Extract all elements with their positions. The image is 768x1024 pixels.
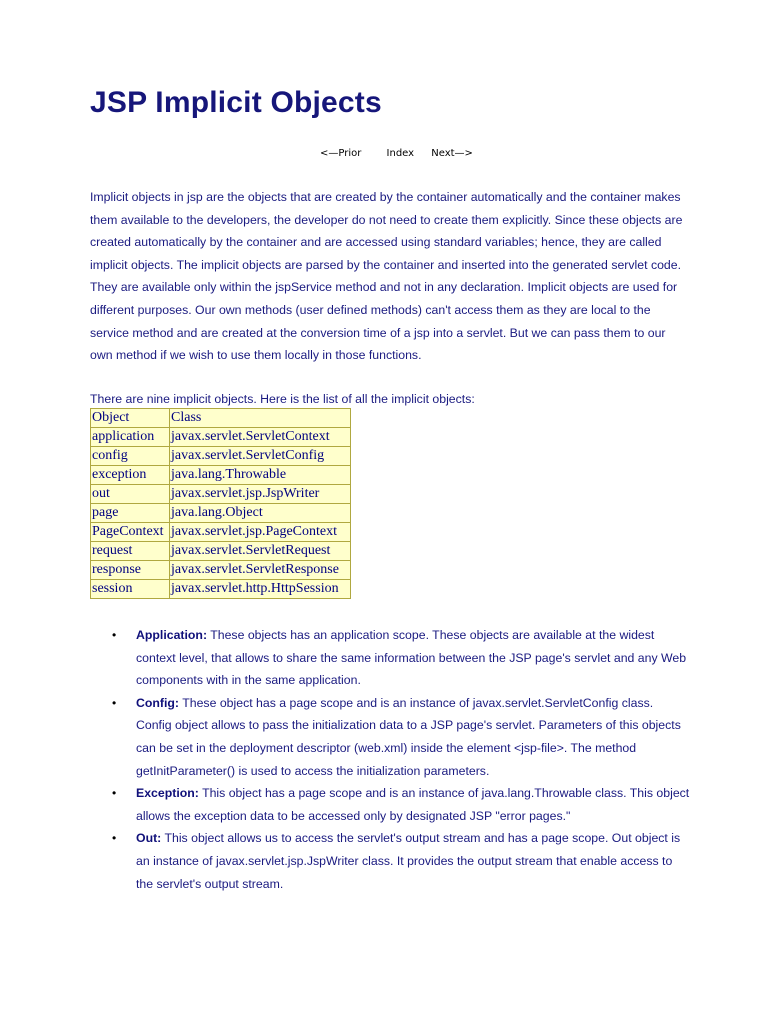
table-cell-class: javax.servlet.ServletContext [170,428,351,447]
table-cell-object: response [91,561,170,580]
table-cell-object: session [91,580,170,599]
table-intro-text: There are nine implicit objects. Here is the list of all the implicit objects: [90,392,475,406]
table-header-object: Object [91,409,170,428]
page-title: JSP Implicit Objects [90,86,382,119]
table-row [91,523,351,542]
list-item [90,782,690,827]
table-row [91,485,351,504]
definition-text: These objects has an application scope. These objects are available at the widest context level, that allows to share the same information between the JSP page's servlet and any Web components with in the same application. [136,628,687,688]
table-cell-class: javax.servlet.ServletRequest [170,542,351,561]
bullet-icon: • [112,695,117,710]
nav-index-link[interactable]: Index [386,148,415,159]
table-cell-class: java.lang.Object [170,504,351,523]
definition-text: This object allows us to access the servlet's output stream and has a page scope. Out object is an instance of javax.servlet.jsp.JspWriter class. It provides the output stream that enable access to the servlet's output stream. [136,831,681,891]
table-cell-object: page [91,504,170,523]
table-cell-class: javax.servlet.jsp.JspWriter [170,485,351,504]
table-cell-class: java.lang.Throwable [170,466,351,485]
table-cell-object: config [91,447,170,466]
list-item [90,692,690,782]
table-cell-object: PageContext [91,523,170,542]
definition-text: This object has a page scope and is an instance of java.lang.Throwable class. This object allows the exception data to be accessed only by designated JSP "error pages." [136,786,690,823]
table-cell-class: javax.servlet.http.HttpSession [170,580,351,599]
definition-term: Application: [136,628,208,642]
definition-term: Out: [136,831,162,846]
table-cell-class: javax.servlet.ServletConfig [170,447,351,466]
list-item [90,827,690,895]
bullet-icon: • [112,786,117,801]
bullet-icon: • [112,628,117,642]
table-row [91,428,351,447]
table-row [91,447,351,466]
definitions-list [90,624,690,895]
implicit-objects-table [90,408,351,599]
definition-term: Config: [136,695,180,710]
table-row [91,561,351,580]
table-row [91,542,351,561]
table-cell-object: exception [91,466,170,485]
table-cell-object: application [91,428,170,447]
table-row [91,504,351,523]
page-navigation [320,148,473,159]
table-cell-class: javax.servlet.ServletResponse [170,561,351,580]
nav-prior-link[interactable]: <—Prior [320,148,362,159]
table-row [91,466,351,485]
table-header-row [91,409,351,428]
intro-paragraph: Implicit objects in jsp are the objects that are created by the container automatically and the container makes them available to the developers, the developer do not need to create them explicitly. Since these objects are created automatically by the container and are accessed using standard variables; hence, they are called implicit objects. The implicit objects are parsed by the container and inserted into the generated servlet code. They are available only within the jspService method and not in any declaration. Implicit objects are used for different purposes. Our own methods (user defined methods) can't access them as they are local to the service method and are created at the conversion time of a jsp into a servlet. But we can pass them to our own method if we wish to use them locally in those functions. [90,190,683,363]
bullet-icon: • [112,831,117,846]
list-item [90,624,690,692]
nav-next-link[interactable]: Next—> [431,148,473,159]
table-header-class: Class [170,409,351,428]
table-cell-class: javax.servlet.jsp.PageContext [170,523,351,542]
table-row [91,580,351,599]
definition-text: These object has a page scope and is an instance of javax.servlet.ServletConfig class. Config object allows to pass the initialization data to a JSP page's servlet. Parameters of this objects can be set in the deployment descriptor (web.xml) inside the element <jsp-file>. The method getInitParameter() is used to access the initialization parameters. [136,695,681,778]
table-cell-object: request [91,542,170,561]
definition-term: Exception: [136,786,199,801]
table-cell-object: out [91,485,170,504]
